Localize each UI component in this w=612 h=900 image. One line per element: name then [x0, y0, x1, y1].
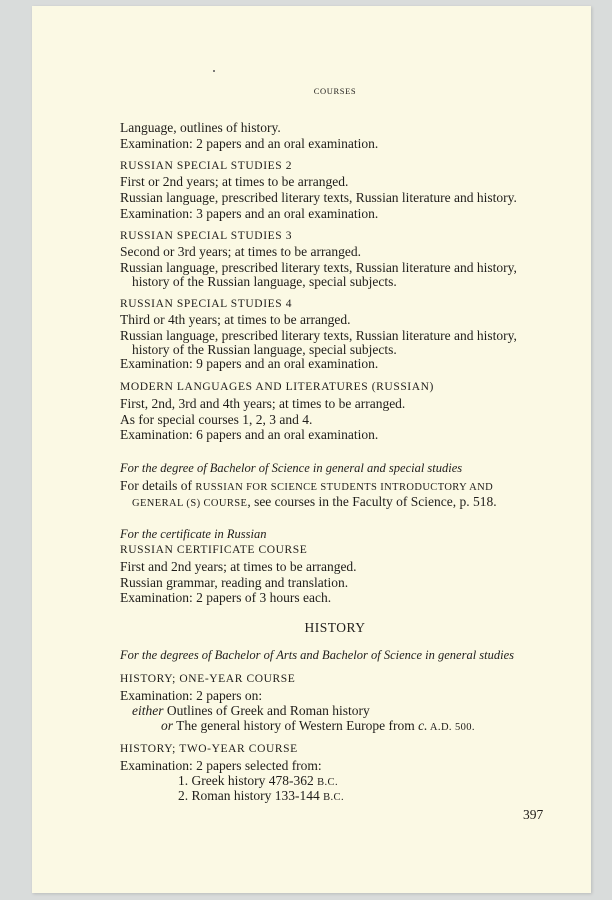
rss3-years: Second or 3rd years; at times to be arranged. — [120, 244, 362, 259]
item-text: Roman history 133-144 — [191, 788, 324, 803]
bsc-course-name-2: GENERAL (S) COURSE — [132, 498, 248, 509]
ink-speck — [213, 70, 215, 72]
rss4-years: Third or 4th years; at times to be arranged. — [120, 312, 351, 327]
course-heading-cert: RUSSIAN CERTIFICATE COURSE — [120, 544, 308, 556]
two-year-exam: Examination: 2 papers selected from: — [120, 758, 322, 773]
rss4-exam: Examination: 9 papers and an oral examination. — [120, 356, 379, 371]
cert-exam: Examination: 2 papers of 3 hours each. — [120, 590, 332, 605]
course-heading-rss4: RUSSIAN SPECIAL STUDIES 4 — [120, 298, 293, 310]
item-number: 2. — [178, 788, 189, 803]
cert-years: First and 2nd years; at times to be arranged. — [120, 559, 357, 574]
either-text: Outlines of Greek and Roman history — [163, 703, 370, 718]
item-era: B.C. — [317, 777, 338, 788]
course-heading-rss2: RUSSIAN SPECIAL STUDIES 2 — [120, 160, 293, 172]
bsc-line-2 — [132, 494, 497, 512]
item-text: Greek history 478-362 — [191, 773, 318, 788]
russian-cont-exam: Examination: 2 papers and an oral examination. — [120, 136, 379, 151]
rss3-content-1: Russian language, prescribed literary texts, Russian literature and history, — [120, 260, 517, 275]
or-date: A.D. 500. — [427, 722, 475, 733]
history-intro: For the degrees of Bachelor of Arts and Bachelor of Science in general studies — [120, 648, 515, 662]
item-era: B.C. — [323, 792, 344, 803]
running-head: COURSES — [313, 86, 357, 96]
either-word: either — [132, 703, 164, 718]
page-number: 397 — [523, 807, 544, 822]
mll-years: First, 2nd, 3rd and 4th years; at times to be arranged. — [120, 396, 406, 411]
course-heading-history-one-year: HISTORY; ONE-YEAR COURSE — [120, 673, 296, 685]
page — [32, 6, 591, 893]
or-text: The general history of Western Europe from — [173, 718, 419, 733]
two-year-item — [178, 788, 344, 806]
rss3-content-2: history of the Russian language, special subjects. — [132, 274, 397, 289]
course-heading-history-two-year: HISTORY; TWO-YEAR COURSE — [120, 743, 298, 755]
rss4-content-1: Russian language, prescribed literary texts, Russian literature and history, — [120, 328, 517, 343]
one-year-or — [161, 718, 475, 736]
one-year-exam: Examination: 2 papers on: — [120, 688, 263, 703]
rss2-exam: Examination: 3 papers and an oral examination. — [120, 206, 379, 221]
or-circa: c. — [418, 718, 428, 733]
bsc-intro: For the degree of Bachelor of Science in general and special studies — [120, 461, 463, 475]
section-title-history: HISTORY — [304, 620, 366, 635]
course-heading-mll: MODERN LANGUAGES AND LITERATURES (RUSSIAN) — [120, 381, 434, 393]
rss2-content: Russian language, prescribed literary texts, Russian literature and history. — [120, 190, 517, 205]
or-word: or — [161, 718, 174, 733]
cert-content: Russian grammar, reading and translation. — [120, 575, 349, 590]
item-number: 1. — [178, 773, 189, 788]
cert-intro: For the certificate in Russian — [120, 527, 267, 541]
mll-exam: Examination: 6 papers and an oral examination. — [120, 427, 379, 442]
rss4-content-2: history of the Russian language, special subjects. — [132, 342, 397, 357]
mll-content: As for special courses 1, 2, 3 and 4. — [120, 412, 313, 427]
course-heading-rss3: RUSSIAN SPECIAL STUDIES 3 — [120, 230, 293, 242]
bsc-suffix: , see courses in the Faculty of Science, p. 518. — [247, 494, 497, 509]
russian-cont-line: Language, outlines of history. — [120, 120, 281, 135]
one-year-either — [132, 703, 370, 719]
rss2-years: First or 2nd years; at times to be arranged. — [120, 174, 349, 189]
bsc-course-name-1: RUSSIAN FOR SCIENCE STUDENTS INTRODUCTORY AND — [195, 482, 494, 493]
bsc-prefix: For details of — [120, 478, 196, 493]
